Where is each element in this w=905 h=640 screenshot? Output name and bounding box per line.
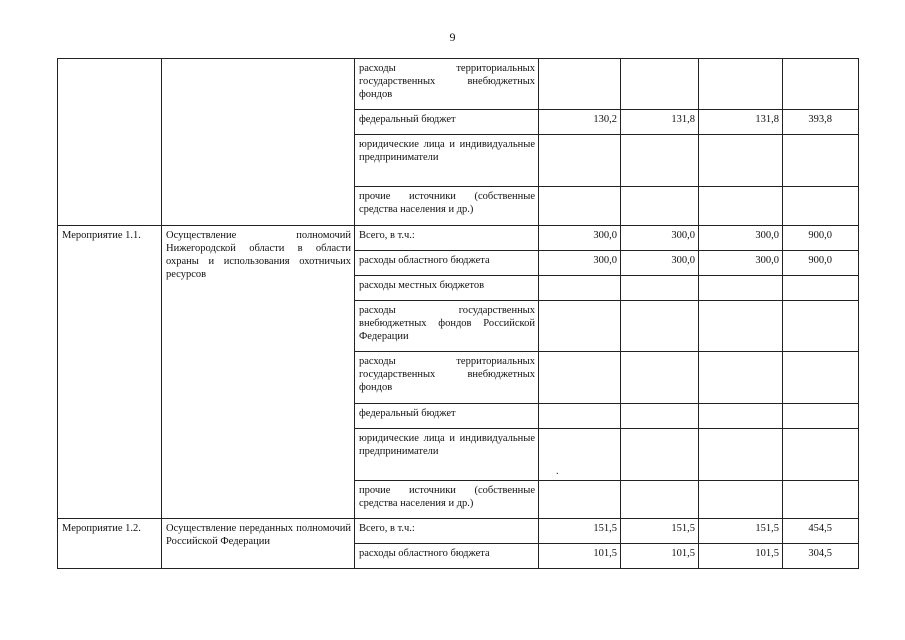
total-cell (783, 135, 859, 187)
value-cell (539, 135, 621, 187)
total-cell (783, 59, 859, 110)
source-cell: прочие источники (собственные средства населения и др.) (355, 481, 539, 519)
source-cell: расходы территориальных государственных внебюджетных фондов (355, 352, 539, 404)
value-cell (621, 59, 699, 110)
page-number: 9 (449, 30, 456, 44)
table-row (58, 226, 859, 251)
value-cell (539, 301, 621, 352)
measure-cell (58, 59, 162, 226)
value-cell: 300,0 (699, 226, 783, 251)
value-cell (699, 352, 783, 404)
value-cell (621, 135, 699, 187)
value-cell (539, 404, 621, 429)
total-cell (783, 404, 859, 429)
description-cell: Осуществление переданных полномочий Российской Федерации (162, 519, 355, 569)
description-cell (162, 59, 355, 226)
value-cell: 300,0 (699, 251, 783, 276)
source-cell: расходы областного бюджета (355, 251, 539, 276)
total-cell (783, 301, 859, 352)
value-cell: 151,5 (621, 519, 699, 544)
source-cell: Всего, в т.ч.: (355, 519, 539, 544)
value-cell (539, 59, 621, 110)
value-cell: 300,0 (539, 226, 621, 251)
value-cell (699, 135, 783, 187)
total-cell (783, 481, 859, 519)
value-cell (699, 481, 783, 519)
total-cell: 304,5 (783, 544, 859, 569)
total-cell: 900,0 (783, 251, 859, 276)
value-cell: 300,0 (621, 226, 699, 251)
value-cell: 130,2 (539, 110, 621, 135)
total-cell: 454,5 (783, 519, 859, 544)
total-cell (783, 429, 859, 481)
value-cell (621, 187, 699, 226)
source-cell: юридические лица и индивидуальные предприниматели (355, 135, 539, 187)
value-cell: 101,5 (539, 544, 621, 569)
table-row (58, 519, 859, 544)
source-cell: прочие источники (собственные средства населения и др.) (355, 187, 539, 226)
value-cell: 300,0 (539, 251, 621, 276)
source-cell: расходы местных бюджетов (355, 276, 539, 301)
source-cell: Всего, в т.ч.: (355, 226, 539, 251)
value-cell: 300,0 (621, 251, 699, 276)
value-cell (699, 429, 783, 481)
source-cell: расходы территориальных государственных внебюджетных фондов (355, 59, 539, 110)
description-cell: Осуществление полномочий Нижегородской области в области охраны и использования охотничьих ресурсов (162, 226, 355, 519)
value-cell (621, 481, 699, 519)
value-cell (621, 352, 699, 404)
value-cell (539, 276, 621, 301)
total-cell: 900,0 (783, 226, 859, 251)
value-cell: 101,5 (699, 544, 783, 569)
source-cell: расходы государственных внебюджетных фондов Российской Федерации (355, 301, 539, 352)
total-cell: 393,8 (783, 110, 859, 135)
table-row (58, 59, 859, 110)
total-cell (783, 187, 859, 226)
source-cell: федеральный бюджет (355, 110, 539, 135)
value-cell: 151,5 (699, 519, 783, 544)
value-cell (699, 404, 783, 429)
value-cell (539, 481, 621, 519)
value-cell: 131,8 (699, 110, 783, 135)
total-cell (783, 352, 859, 404)
stray-mark: . (556, 466, 559, 477)
budget-table (57, 58, 859, 569)
source-cell: юридические лица и индивидуальные предприниматели (355, 429, 539, 481)
source-cell: федеральный бюджет (355, 404, 539, 429)
value-cell (621, 301, 699, 352)
measure-cell: Мероприятие 1.1. (58, 226, 162, 519)
value-cell: 131,8 (621, 110, 699, 135)
value-cell (539, 352, 621, 404)
value-cell (539, 429, 621, 481)
source-cell: расходы областного бюджета (355, 544, 539, 569)
value-cell (621, 276, 699, 301)
measure-cell: Мероприятие 1.2. (58, 519, 162, 569)
value-cell (699, 59, 783, 110)
value-cell (621, 429, 699, 481)
value-cell: 101,5 (621, 544, 699, 569)
value-cell (621, 404, 699, 429)
value-cell (539, 187, 621, 226)
total-cell (783, 276, 859, 301)
value-cell (699, 187, 783, 226)
value-cell: 151,5 (539, 519, 621, 544)
value-cell (699, 301, 783, 352)
value-cell (699, 276, 783, 301)
